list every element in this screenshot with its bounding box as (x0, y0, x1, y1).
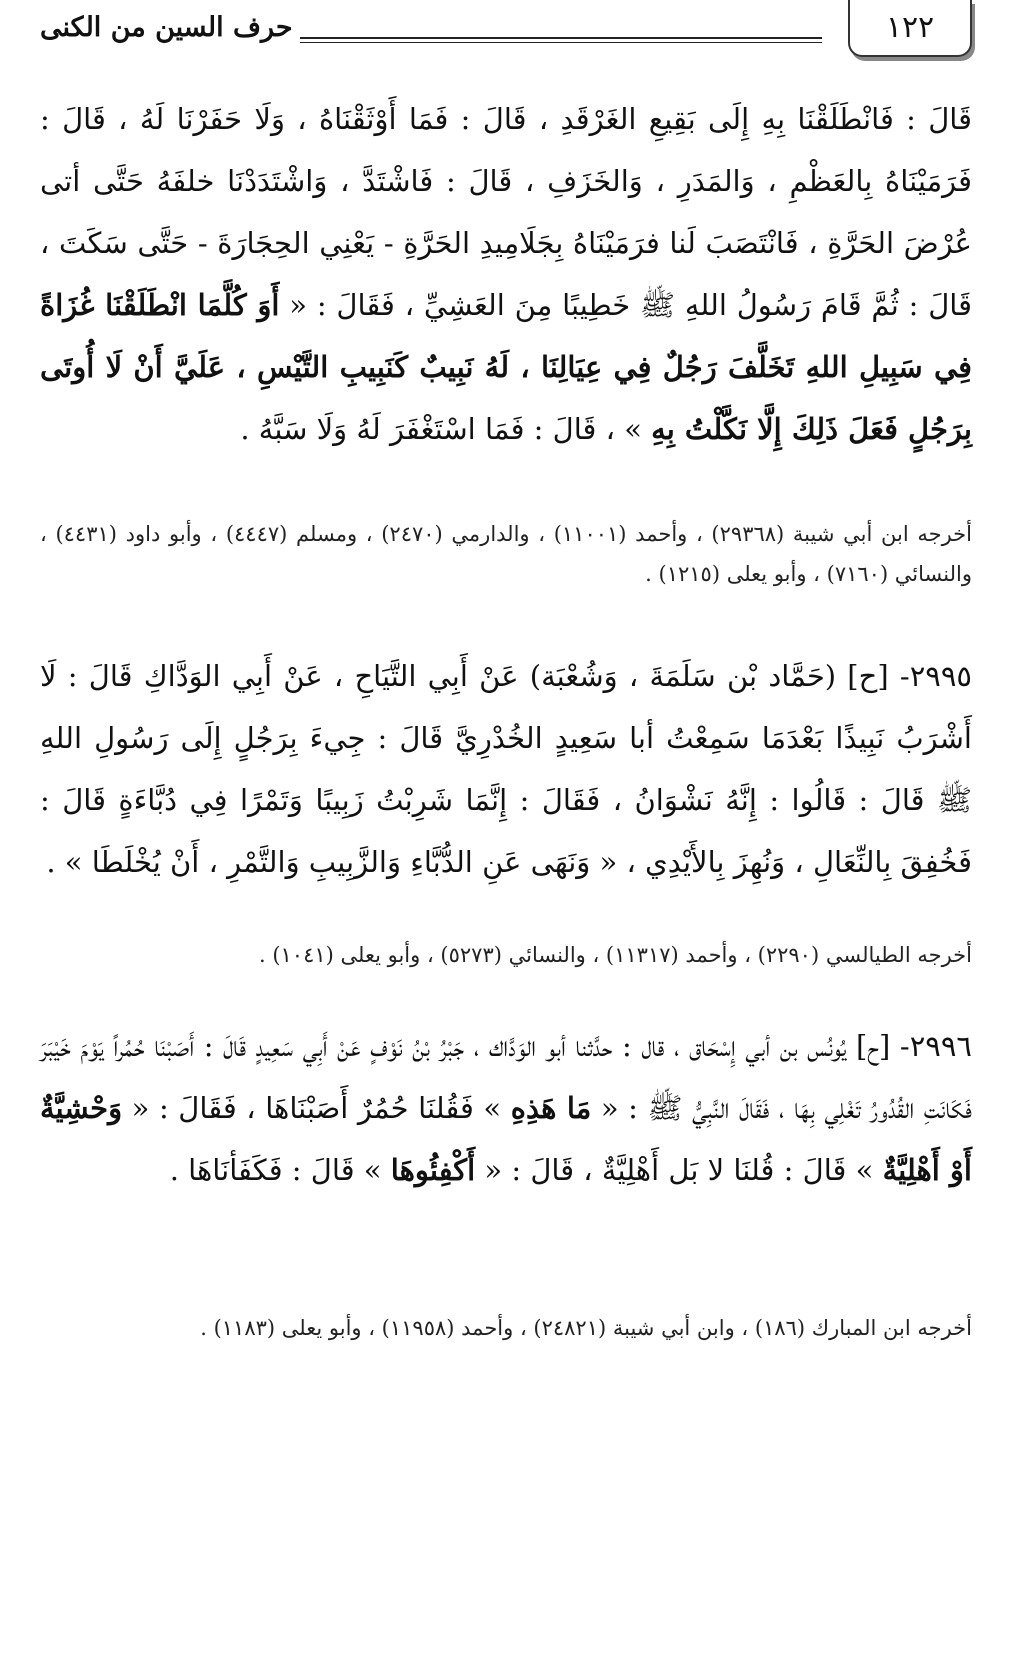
entry-2996 (40, 1015, 972, 1201)
entry-number: ٢٩٩٥- (899, 659, 973, 693)
prophetic-saying: وَحْشِيَّةٌ أَوْ أَهْلِيَّةٌ (40, 1091, 972, 1187)
entry-text: ٢٩٩٥- [ح] (حَمَّاد بْن سَلَمَةَ ، وَشُعْبَة) عَنْ أَبِي التَّيَاحِ ، عَنْ أَبِي الوَدَّاكِ قَالَ : لَا أَشْرَبُ نَبِيذًا بَعْدَمَا سَمِعْتُ أبا سَعِيدٍ الخُدْرِيَّ قَالَ : جِيءَ بِرَجُلٍ إِلَى رَسُولِ اللهِ ﷺ قَالَ : قَالُوا : إِنَّهُ نَشْوَانُ ، فَقَالَ : إِنَّمَا شَرِبْتُ زَبِيبًا وَتَمْرًا فِي دُبَّاءَةٍ قَالَ : فَخُفِقَ بِالنِّعَالِ ، وَنُهِزَ بِالأَيْدِي ، « وَنَهَى عَنِ الدُّبَّاءِ وَالزَّبِيبِ وَالتَّمْرِ ، أَنْ يُخْلَطَا » . (40, 659, 973, 879)
entry-number: ٢٩٩٦- (899, 1029, 972, 1063)
takhrij-note-2 (40, 935, 972, 975)
entry-text: ٢٩٩٦- [ح] يُونُس بن أبي إِسْحَاق ، قال : حدَّثنا أبو الوَدَّاك ، جَبْرُ بْنُ نَوْفٍ عَنْ أَبِي سَعِيدٍ قَالَ : أَصَبْنَا حُمُراً يَوْمَ خَيْبَرَ فَكَانَتِ القُدُورُ تَغْلِي بِهَا ، فَقَالَ النَّبِيُّ ﷺ : « مَا هَذِهِ » فَقُلنَا حُمُرٌ أَصَبْنَاهَا ، فَقَالَ : « وَحْشِيَّةٌ أَوْ أَهْلِيَّةٌ » قَالَ : قُلنَا لا بَل أَهْلِيَّةٌ ، قَالَ : « أَكْفِئُوهَا » قَالَ : فَكَفَأنَاهَا . (40, 1029, 973, 1187)
prophetic-saying: مَا هَذِهِ (510, 1091, 592, 1125)
entry-text: قَالَ : فَانْطَلَقْنَا بِهِ إِلَى بَقِيعِ الغَرْقَدِ ، قَالَ : فَمَا أَوْثَقْنَاهُ ، وَلَا حَفَرْنَا لَهُ ، قَالَ : فَرَمَيْنَاهُ بِالعَظْمِ ، وَالمَدَرِ ، وَالخَزَفِ ، قَالَ : فَاشْتَدَّ ، وَاشْتَدَدْنَا خلفَهُ حَتَّى أتى عُرْضَ الحَرَّةِ ، فَانْتَصَبَ لَنا فرَمَيْنَاهُ بِجَلَامِيدِ الحَرَّةِ - يَعْنِي الحِجَارَةَ - حَتَّى سَكَتَ ، قَالَ : ثُمَّ قَامَ رَسُولُ اللهِ ﷺ خَطِيبًا مِنَ العَشِيِّ ، فَقَالَ : « أَوَ كُلَّمَا انْطَلَقْنَا غُزَاةً فِي سَبِيلِ اللهِ تَخَلَّفَ رَجُلٌ فِي عِيَالِنَا ، لَهُ نَبِيبٌ كَنَبِيبِ التَّيْسِ ، عَلَيَّ أَنْ لَا أُوتَى بِرَجُلٍ فَعَلَ ذَلِكَ إِلَّا نَكَّلْتُ بِهِ » ، قَالَ : فَمَا اسْتَغْفَرَ لَهُ وَلَا سَبَّهُ . (40, 102, 972, 446)
takhrij-text: أخرجه ابن أبي شيبة (٢٩٣٦٨) ، وأحمد (١١٠٠١) ، والدارمي (٢٤٧٠) ، ومسلم (٤٤٤٧) ، وأبو داود (٤٤٣١) ، والنسائي (٧١٦٠) ، وأبو يعلى (١٢١٥) . (40, 522, 972, 586)
prophetic-saying: أَكْفِئُوهَا (390, 1153, 476, 1187)
page-header (0, 0, 1010, 70)
prophetic-saying: أَوَ كُلَّمَا انْطَلَقْنَا غُزَاةً فِي سَبِيلِ اللهِ تَخَلَّفَ رَجُلٌ فِي عِيَالِنَا ، لَهُ نَبِيبٌ كَنَبِيبِ التَّيْسِ ، عَلَيَّ أَنْ لَا أُوتَى بِرَجُلٍ فَعَلَ ذَلِكَ إِلَّا نَكَّلْتُ بِهِ (40, 288, 972, 446)
takhrij-note-1 (40, 514, 972, 594)
entry-continuation (40, 88, 972, 460)
page-number-text: ١٢٢ (885, 10, 935, 45)
entry-2995 (40, 645, 972, 893)
page-number (848, 0, 972, 57)
takhrij-text: أخرجه الطيالسي (٢٢٩٠) ، وأحمد (١١٣١٧) ، والنسائي (٥٢٧٣) ، وأبو يعلى (١٠٤١) . (258, 943, 972, 967)
header-rule (300, 37, 822, 43)
takhrij-note-3 (40, 1308, 972, 1348)
running-title: حرف السين من الكنى (40, 12, 293, 43)
takhrij-text: أخرجه ابن المبارك (١٨٦) ، وابن أبي شيبة (٢٤٨٢١) ، وأحمد (١١٩٥٨) ، وأبو يعلى (١١٨٣) . (200, 1316, 972, 1340)
